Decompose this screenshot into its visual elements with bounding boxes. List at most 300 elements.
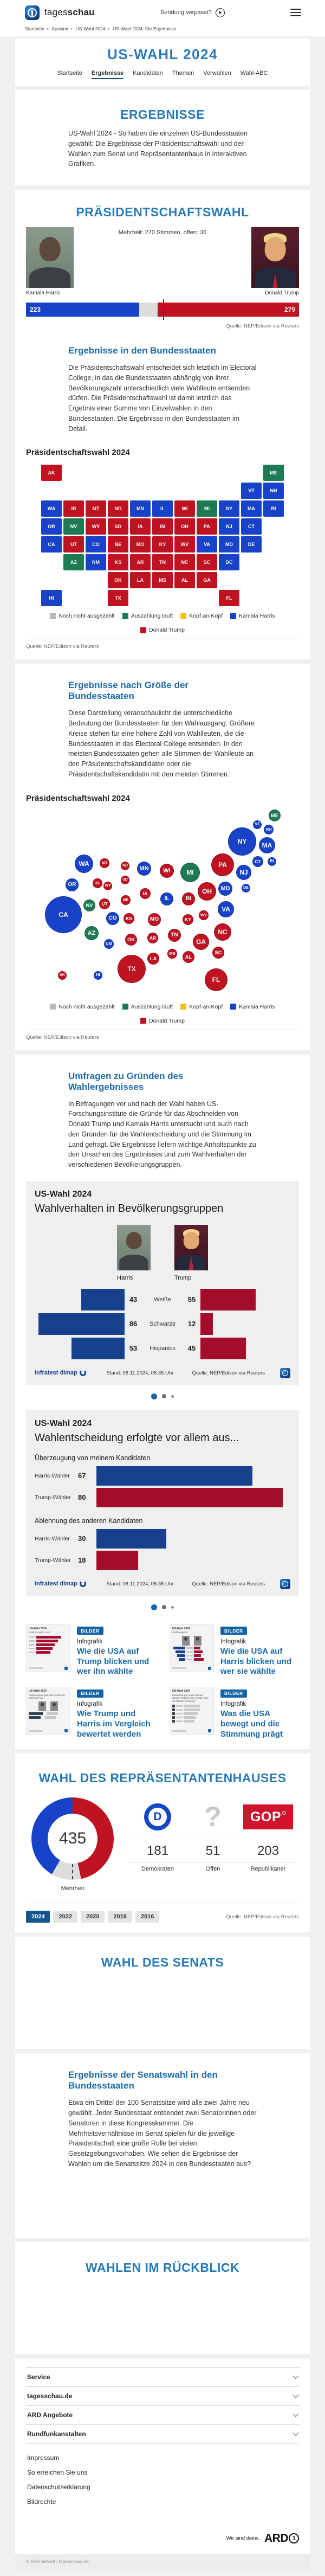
category-label: Hispanics xyxy=(150,1345,176,1352)
state-tile-MN[interactable]: MN xyxy=(130,500,151,517)
surveys-text: In Befragungen vor und nach der Wahl haben US-Forschungsinstitute die Gründe für das Abschneiden von Donald Trump und Kamala Harris untersucht und auch nach den Gründen für die Wahlentscheidung und die Stimmung im Land gefragt. Die Ergebnisse liefern wichtige Anhaltspunkte zu den Ursachen des Ergebnisses und zum Wahlverhalten der verschiedenen Bevölkerungsgruppen. xyxy=(68,1100,256,1168)
footer-accordion-tagesschaude[interactable] xyxy=(26,2386,299,2405)
year-button-2024[interactable]: 2024 xyxy=(26,1911,50,1923)
state-bubble-WV[interactable]: WV xyxy=(199,910,209,920)
harris-photo xyxy=(117,1225,151,1270)
carousel-dot-2[interactable] xyxy=(162,1394,166,1398)
legend-item-open xyxy=(50,1004,114,1010)
state-bubble-NE[interactable]: NE xyxy=(121,895,131,905)
state-bubble-SD[interactable]: SD xyxy=(121,876,129,884)
state-tile-PA[interactable]: PA xyxy=(197,518,217,535)
state-tile-KY[interactable]: KY xyxy=(152,536,173,553)
teaser-thumbnail xyxy=(170,1687,214,1735)
tagesschau-mini-logo xyxy=(280,1579,290,1589)
infographic-title: Wahlverhalten in Bevölkerungsgruppen xyxy=(35,1202,224,1215)
trump-value: 45 xyxy=(187,1344,196,1353)
year-button-2022[interactable]: 2022 xyxy=(53,1911,77,1923)
state-tile-CT[interactable]: CT xyxy=(241,518,262,535)
state-bubble-CT[interactable]: CT xyxy=(252,856,263,867)
thumb-kicker: US-Wahl 2024 xyxy=(29,1627,47,1630)
teaser-card-1[interactable] xyxy=(26,1624,155,1677)
source-note: Quelle: NEP/Edison via Reuters xyxy=(192,1581,265,1587)
state-tile-MT[interactable]: MT xyxy=(86,500,106,517)
source-note: Quelle: NEP/Edison via Reuters xyxy=(26,1034,99,1040)
section-nav xyxy=(26,70,299,79)
legend-swatch-open xyxy=(50,613,56,619)
infratest-dimap-icon xyxy=(80,1370,86,1376)
legend-label: Kamala Harris xyxy=(239,613,275,620)
majority-marker xyxy=(163,299,164,320)
bubble-legend xyxy=(26,1004,299,1024)
results-intro-section xyxy=(15,90,310,185)
state-bubble-IN[interactable]: IN xyxy=(182,892,195,905)
footer-link-soerreichensieuns[interactable]: So erreichen Sie uns xyxy=(27,2468,88,2476)
voter-label: Harris-Wähler xyxy=(35,1535,70,1542)
state-bubble-NY[interactable]: NY xyxy=(228,827,256,856)
tagesschau-logo[interactable] xyxy=(25,5,95,20)
state-tile-MI[interactable]: MI xyxy=(197,500,217,517)
legend-swatch-counting xyxy=(122,613,128,619)
legend-swatch-tie xyxy=(180,613,186,619)
infographic-kicker: US-Wahl 2024 xyxy=(35,1189,92,1199)
state-size-section xyxy=(15,664,310,1050)
voter-value: 30 xyxy=(78,1534,86,1543)
harris-label: Harris xyxy=(117,1274,133,1281)
trump-label: Trump xyxy=(174,1274,192,1281)
state-tile-AL[interactable]: AL xyxy=(174,572,195,588)
state-tile-VT[interactable]: VT xyxy=(241,483,262,499)
republicans-seats: 203 xyxy=(257,1843,280,1859)
state-tile-WI[interactable]: WI xyxy=(174,500,195,517)
missed-show-label: Sendung verpasst? xyxy=(160,9,212,16)
legend-item-harris xyxy=(230,613,275,619)
state-bubble-NH[interactable]: NH xyxy=(264,825,274,834)
state-tile-IN[interactable]: IN xyxy=(152,518,173,535)
teaser-card-4[interactable] xyxy=(170,1687,299,1739)
state-tile-TX[interactable]: TX xyxy=(108,590,128,606)
open-seats: 51 xyxy=(205,1843,220,1859)
menu-button[interactable] xyxy=(290,9,301,16)
state-tile-NV[interactable]: NV xyxy=(63,518,84,535)
state-tile-MS[interactable]: MS xyxy=(152,572,173,588)
harris-bar xyxy=(38,1313,125,1335)
state-bubble-HI[interactable]: HI xyxy=(94,971,102,980)
infratest-dimap-logo: infratest dimap xyxy=(35,1581,86,1587)
state-tile-RI[interactable]: RI xyxy=(263,500,284,517)
state-tile-NC[interactable]: NC xyxy=(174,554,195,570)
tab-wahlabc[interactable]: Wahl-ABC xyxy=(240,70,268,76)
state-bubble-UT[interactable]: UT xyxy=(99,898,110,909)
site-header xyxy=(0,0,325,25)
teaser-thumbnail xyxy=(26,1687,70,1735)
teaser-title[interactable]: Wie die USA auf Harris blicken und wer sie wählte xyxy=(220,1646,291,1676)
state-tile-NH[interactable]: NH xyxy=(263,483,284,499)
infographic-demographics xyxy=(26,1181,299,1385)
state-tile-AK[interactable]: AK xyxy=(41,465,62,481)
state-bubble-MO[interactable]: MO xyxy=(148,913,161,926)
state-bubble-AL[interactable]: AL xyxy=(183,951,194,963)
tab-vorwahlen[interactable]: Vorwahlen xyxy=(203,70,231,76)
chevron-down-icon xyxy=(292,2373,298,2379)
teaser-kicker: Infografik xyxy=(77,1638,103,1645)
tab-ergebnisse[interactable]: Ergebnisse xyxy=(92,70,123,79)
state-bubble-MS[interactable]: MS xyxy=(167,949,177,959)
thumb-title: Profil Donald Trump xyxy=(29,1631,50,1634)
decision-row xyxy=(35,1466,290,1486)
ec-segment-harris xyxy=(26,303,139,317)
state-bubble-VT[interactable]: VT xyxy=(253,820,262,829)
footer-link-bildrechte[interactable]: Bildrechte xyxy=(27,2497,56,2506)
results-intro-text: US-Wahl 2024 - So haben die einzelnen US-Bundesstaaten gewählt: Die Ergebnisse der Präsidentschaftswahl und der Wahlen zum Senat und Repräsentantenhaus in interaktiven Grafiken. xyxy=(68,130,248,168)
state-tile-SC[interactable]: SC xyxy=(197,554,217,570)
legend-item-counting xyxy=(122,613,173,619)
breadcrumb-item[interactable]: Startseite xyxy=(25,26,44,31)
state-bubble-ID[interactable]: ID xyxy=(93,878,102,888)
decision-bars xyxy=(35,1454,290,1570)
state-tile-DE[interactable]: DE xyxy=(241,536,262,553)
decision-row xyxy=(35,1551,290,1570)
state-bubble-WY[interactable]: WY xyxy=(103,882,112,890)
state-tile-MA[interactable]: MA xyxy=(241,500,262,517)
legend-swatch-trump xyxy=(140,1018,146,1024)
state-tile-ND[interactable]: ND xyxy=(108,500,128,517)
tagesschau-logo-text: tagesschau xyxy=(44,7,95,17)
category-label: Schwarze xyxy=(149,1320,176,1327)
results-intro-title: ERGEBNISSE xyxy=(120,107,205,121)
ec-segment-open xyxy=(139,303,158,317)
house-section xyxy=(15,1753,310,1932)
map-legend xyxy=(26,613,299,633)
legend-swatch-tie xyxy=(180,1004,186,1010)
state-bubble-FL[interactable]: FL xyxy=(205,968,227,991)
state-tile-CA[interactable]: CA xyxy=(41,536,62,553)
legend-label: Noch nicht ausgezählt xyxy=(58,613,115,620)
breadcrumb-separator: ▸ xyxy=(47,27,49,31)
state-bubble-CO[interactable]: CO xyxy=(106,912,119,925)
chevron-down-icon xyxy=(292,2430,298,2436)
state-tile-WY[interactable]: WY xyxy=(86,518,106,535)
breadcrumb-item[interactable]: US-Wahl 2024 xyxy=(75,26,106,31)
state-tile-HI[interactable]: HI xyxy=(41,590,62,606)
state-bubble-MD[interactable]: MD xyxy=(218,882,232,896)
gop-logo: GOP xyxy=(243,1804,293,1829)
demographics-row xyxy=(35,1338,290,1359)
infographic-decision xyxy=(26,1410,299,1596)
thumb-kicker: US-Wahl 2024 xyxy=(172,1690,190,1693)
state-tile-LA[interactable]: LA xyxy=(130,572,151,588)
year-button-2016[interactable]: 2016 xyxy=(135,1911,159,1923)
infographic-title: Wahlentscheidung erfolgte vor allem aus... xyxy=(35,1431,239,1444)
state-tile-KS[interactable]: KS xyxy=(108,554,128,570)
state-bubble-ME[interactable]: ME xyxy=(269,810,281,821)
review-placeholder xyxy=(26,2275,299,2344)
house-total: 435 xyxy=(48,1814,98,1864)
state-tile-IL[interactable]: IL xyxy=(152,500,173,517)
year-button-2020[interactable]: 2020 xyxy=(81,1911,105,1923)
breadcrumb-item[interactable]: Ausland xyxy=(51,26,69,31)
states-text: Die Präsidentschaftswahl entscheidet sich letztlich im Electoral College, in das die Bundesstaaten abhängig von ihrer Bevölkerungszahl unterschiedlich viele Wahlleute entsenden dürfen. Die Präsidentschaftswahl ist damit letztlich das Ergebnis einer Summe von Einzelwahlen in den Bundesstaaten. Die Ergebnisse in den Bundesstaaten im Detail. xyxy=(68,364,257,433)
state-tile-FL[interactable]: FL xyxy=(219,590,239,606)
president-section xyxy=(15,190,310,659)
voter-label: Harris-Wähler xyxy=(35,1472,70,1479)
state-tile-GA[interactable]: GA xyxy=(197,572,217,588)
play-icon[interactable]: ▶ xyxy=(216,8,225,17)
harris-bar xyxy=(72,1338,125,1359)
harris-value: 53 xyxy=(129,1344,138,1353)
voter-bar xyxy=(96,1529,166,1549)
state-tile-TN[interactable]: TN xyxy=(152,554,173,570)
thumb-kicker: US-Wahl 2024 xyxy=(29,1690,47,1693)
state-bubble-SC[interactable]: SC xyxy=(212,947,224,959)
state-tile-NM[interactable]: NM xyxy=(86,554,106,570)
state-bubble-OR[interactable]: OR xyxy=(66,878,79,891)
state-bubble-PA[interactable]: PA xyxy=(211,853,234,876)
footer-accordion-service[interactable] xyxy=(26,2367,299,2386)
trump-candidate xyxy=(251,227,299,296)
state-bubble-AK[interactable]: AK xyxy=(58,971,67,980)
states-heading: Ergebnisse in den Bundesstaaten xyxy=(68,345,217,356)
legend-label: Auszählung läuft xyxy=(131,1003,173,1010)
bubble-map-title: Präsidentschaftswahl 2024 xyxy=(26,793,130,803)
legend-swatch-open xyxy=(50,1004,56,1010)
state-tile-OR[interactable]: OR xyxy=(41,518,62,535)
teaser-title[interactable]: Was die USA bewegt und die Stimmung prägt xyxy=(220,1709,283,1739)
majority-note: Mehrheit: 270 Stimmen, offen: 36 xyxy=(118,229,207,236)
state-bubble-IA[interactable]: IA xyxy=(140,888,151,899)
voter-bar xyxy=(96,1551,138,1570)
teaser-thumbnail xyxy=(170,1624,214,1672)
legend-item-trump xyxy=(140,1018,185,1024)
democrats-label: Demokraten xyxy=(141,1866,174,1873)
missed-show-link[interactable] xyxy=(160,8,225,17)
accordion-label: Rundfunkanstalten xyxy=(27,2430,86,2438)
state-bubble-MN[interactable]: MN xyxy=(137,862,151,876)
teaser-title[interactable]: Wie die USA auf Trump blicken und wer ihn wählte xyxy=(77,1646,150,1676)
infographic-footer xyxy=(35,1579,290,1589)
ec-segment-trump xyxy=(158,303,299,317)
carousel-dot-3[interactable] xyxy=(171,1395,174,1398)
breadcrumb-separator: ▸ xyxy=(71,27,73,31)
state-bubble-NC[interactable]: NC xyxy=(214,923,231,941)
state-bubble-MI[interactable]: MI xyxy=(180,863,200,882)
footer-accordion-rundfunkanstalten[interactable] xyxy=(26,2424,299,2443)
thumb-tagesschau-icon xyxy=(64,1729,68,1732)
state-tile-SD[interactable]: SD xyxy=(108,518,128,535)
state-bubble-TN[interactable]: TN xyxy=(168,929,181,942)
year-button-2018[interactable]: 2018 xyxy=(108,1911,132,1923)
tab-themen[interactable]: Themen xyxy=(172,70,194,76)
review-section xyxy=(15,2242,310,2354)
state-tile-CO[interactable]: CO xyxy=(86,536,106,553)
state-size-cartogram xyxy=(27,808,298,997)
state-bubble-LA[interactable]: LA xyxy=(147,953,159,965)
accordion-label: tagesschau.de xyxy=(27,2392,73,2400)
senate-section xyxy=(15,1937,310,2049)
footer-links xyxy=(26,2443,299,2514)
state-bubble-NV[interactable]: NV xyxy=(83,900,95,911)
infratest-dimap-icon xyxy=(80,1581,86,1587)
decision-group-label: Überzeugung von meinem Kandidaten xyxy=(35,1454,151,1462)
footer-accordions xyxy=(26,2367,299,2443)
legend-item-counting xyxy=(122,1004,173,1010)
state-tile-AR[interactable]: AR xyxy=(130,554,151,570)
tagesschau-logo-icon xyxy=(25,5,40,20)
state-tile-OH[interactable]: OH xyxy=(174,518,195,535)
ard-one-icon: 1 xyxy=(289,2533,299,2543)
electoral-college-bar xyxy=(26,303,299,317)
trump-photo xyxy=(174,1225,208,1270)
state-bubble-MA[interactable]: MA xyxy=(259,837,275,853)
state-tile-VA[interactable]: VA xyxy=(197,536,217,553)
size-text: Diese Darstellung veranschaulicht die unterschiedliche Bedeutung der Bundesstaaten für den Wahlausgang. Größere Kreise stehen für eine höhere Zahl von Wahlleuten, die die Bundesstaaten in das Electoral College entsenden. In den meisten Bundesstaaten gehen alle Stimmen der Wahlleute an den Präsidentschaftskandidaten oder die Präsidentschaftskandidatin mit den meisten Stimmen. xyxy=(68,709,255,778)
harris-name: Kamala Harris xyxy=(26,290,61,296)
state-tile-WV[interactable]: WV xyxy=(174,536,195,553)
trump-photo xyxy=(251,227,299,288)
footer-link-datenschutzerklrung[interactable]: Datenschutzerklärung xyxy=(27,2483,90,2491)
trump-value: 12 xyxy=(187,1320,196,1328)
review-title: WAHLEN IM RÜCKBLICK xyxy=(85,2260,240,2275)
state-bubble-KS[interactable]: KS xyxy=(123,913,134,924)
legend-swatch-harris xyxy=(230,613,236,619)
state-bubble-OH[interactable]: OH xyxy=(198,882,216,901)
state-bubble-VA[interactable]: VA xyxy=(218,901,234,917)
legend-label: Kopf-an-Kopf xyxy=(189,613,223,620)
state-tile-NE[interactable]: NE xyxy=(108,536,128,553)
senate-states-heading: Ergebnisse der Senatswahl in den Bundesstaaten xyxy=(68,2070,218,2091)
infographic-footer xyxy=(35,1368,290,1378)
house-donut xyxy=(29,1797,116,1892)
senate-title: WAHL DES SENATS xyxy=(101,1955,224,1970)
teaser-title[interactable]: Wie Trump und Harris im Vergleich bewertet werden xyxy=(77,1709,151,1739)
thumb-tagesschau-icon xyxy=(64,1667,68,1670)
tab-kandidaten[interactable]: Kandidaten xyxy=(133,70,163,76)
teaser-kicker: Infografik xyxy=(220,1701,246,1707)
voter-bar xyxy=(96,1488,283,1507)
trump-name: Donald Trump xyxy=(265,290,299,296)
ard-claim: Wir sind deins. xyxy=(226,2535,260,2541)
president-title: PRÄSIDENTSCHAFTSWAHL xyxy=(76,205,249,219)
state-tile-ID[interactable]: ID xyxy=(63,500,84,517)
thumb-title: Entwickelt sich das Land auf diesem Gebiet in die richtige oder die falsche Richtung? xyxy=(172,1693,209,1703)
decision-row xyxy=(35,1488,290,1507)
state-bubble-OK[interactable]: OK xyxy=(125,934,137,946)
legend-label: Donald Trump xyxy=(149,1017,185,1024)
democrats-seats: 181 xyxy=(146,1843,169,1859)
state-bubble-NJ[interactable]: NJ xyxy=(236,865,251,880)
senate-states-section xyxy=(15,2053,310,2237)
state-bubble-KY[interactable]: KY xyxy=(183,914,193,925)
voter-value: 80 xyxy=(78,1493,86,1502)
legend-label: Noch nicht ausgezählt xyxy=(58,1003,115,1010)
state-bubble-GA[interactable]: GA xyxy=(193,934,209,950)
stand-note: Stand: 06.11.2024, 06:35 Uhr xyxy=(106,1370,174,1376)
state-tile-MD[interactable]: MD xyxy=(219,536,239,553)
decision-group-label: Ablehnung des anderen Kandidaten xyxy=(35,1517,143,1525)
harris-candidate xyxy=(26,227,74,296)
thumb-title: Profilvergleich xyxy=(172,1631,188,1634)
state-bubble-WA[interactable]: WA xyxy=(75,855,93,873)
accordion-label: ARD Angebote xyxy=(27,2411,73,2419)
voter-label: Trump-Wähler xyxy=(35,1494,71,1501)
us-state-map xyxy=(26,465,299,606)
state-tile-NJ[interactable]: NJ xyxy=(219,518,239,535)
ard-logo: ARD 1 xyxy=(264,2532,299,2545)
trump-bar xyxy=(200,1289,256,1311)
house-donut-chart xyxy=(31,1797,114,1880)
carousel-dot-1[interactable] xyxy=(151,1393,157,1399)
senate-states-text: Etwa ein Drittel der 100 Senatssitze wird alle zwei Jahre neu gewählt. Jeder Bundesstaat entsendet zwei Senatorinnen oder Senatoren in diese Kongresskammer. Die Mehrheitsverhältnisse im Senat spielen für die jeweilige Präsidentschaft eine große Rolle bei vielen Gesetzgebungsvorhaben. Wie sehen die Ergebnisse der Wahlen um die Senatssitze 2024 in den Bundesstaaten aus? xyxy=(68,2099,257,2168)
legend-label: Kamala Harris xyxy=(239,1003,275,1010)
page-title: US-WAHL 2024 xyxy=(107,46,218,62)
legend-label: Auszählung läuft xyxy=(131,613,173,620)
state-bubble-DE[interactable]: DE xyxy=(242,884,250,892)
breadcrumb xyxy=(0,25,325,36)
state-bubble-NM[interactable]: NM xyxy=(104,939,114,949)
state-bubble-AR[interactable]: AR xyxy=(147,933,158,943)
source-note: Quelle: NEP/Edison via Reuters xyxy=(226,1913,299,1920)
state-tile-MO[interactable]: MO xyxy=(130,536,151,553)
trump-bar xyxy=(200,1313,212,1335)
carousel-dot-2[interactable] xyxy=(162,1605,166,1609)
state-bubble-AZ[interactable]: AZ xyxy=(84,926,99,940)
year-selector xyxy=(26,1911,159,1923)
legend-label: Kopf-an-Kopf xyxy=(189,1003,223,1010)
state-tile-WA[interactable]: WA xyxy=(41,500,62,517)
teaser-card-3[interactable] xyxy=(26,1687,155,1739)
state-bubble-MT[interactable]: MT xyxy=(100,858,109,868)
state-bubble-ND[interactable]: ND xyxy=(121,862,129,870)
state-tile-UT[interactable]: UT xyxy=(63,536,84,553)
footer-link-impressum[interactable]: Impressum xyxy=(27,2453,60,2462)
voter-value: 18 xyxy=(78,1556,86,1565)
state-tile-AZ[interactable]: AZ xyxy=(63,554,84,570)
carousel-dot-1[interactable] xyxy=(151,1604,157,1610)
legend-item-trump xyxy=(140,627,185,633)
state-bubble-CA[interactable]: CA xyxy=(45,896,82,933)
bilder-badge: BILDER xyxy=(77,1627,103,1635)
carousel-dot-3[interactable] xyxy=(171,1606,174,1609)
state-tile-DC[interactable]: DC xyxy=(219,554,239,570)
footer-accordion-ardangebote[interactable] xyxy=(26,2405,299,2424)
state-tile-IA[interactable]: IA xyxy=(130,518,151,535)
source-note: Quelle: NEP/Edison via Reuters xyxy=(26,644,99,650)
teaser-card-2[interactable] xyxy=(170,1624,299,1677)
state-bubble-RI[interactable]: RI xyxy=(268,857,276,866)
ard-branding xyxy=(26,2532,299,2545)
state-tile-NY[interactable]: NY xyxy=(219,500,239,517)
state-tile-ME[interactable]: ME xyxy=(263,465,284,481)
state-bubble-TX[interactable]: TX xyxy=(118,955,146,983)
voter-value: 67 xyxy=(78,1472,86,1480)
tab-startseite[interactable]: Startseite xyxy=(57,70,82,76)
carousel-dots xyxy=(26,1393,299,1399)
surveys-section xyxy=(15,1055,310,1750)
state-bubble-WI[interactable]: WI xyxy=(160,864,174,878)
ec-value: 223 xyxy=(30,306,41,313)
legend-item-tie xyxy=(180,613,223,619)
chevron-down-icon xyxy=(292,2411,298,2417)
demographics-row xyxy=(35,1313,290,1335)
state-bubble-IL[interactable]: IL xyxy=(160,892,173,905)
open-label: Offen xyxy=(205,1866,220,1873)
house-title: WAHL DES REPRÄSENTANTENHAUSES xyxy=(38,1771,287,1785)
breadcrumb-separator: ▸ xyxy=(108,27,110,31)
teaser-kicker: Infografik xyxy=(77,1701,103,1707)
teaser-thumbnail xyxy=(26,1624,70,1672)
legend-item-tie xyxy=(180,1004,223,1010)
harris-value: 43 xyxy=(129,1295,138,1304)
state-tile-OK[interactable]: OK xyxy=(108,572,128,588)
